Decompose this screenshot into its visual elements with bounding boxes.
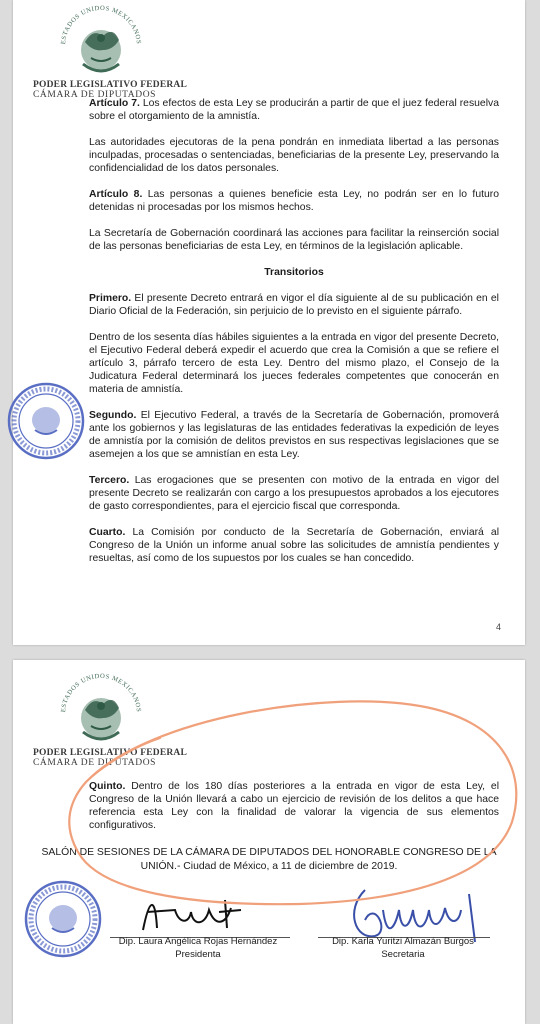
mexican-seal-icon <box>51 2 151 80</box>
page1-body <box>89 97 499 578</box>
quinto-text: Dentro de los 180 días posteriores a la entrada en vigor de esta Ley, el Congreso de la Unión llevará a cabo un ejercicio de revisión de los delitos a que hace referencia esta Ley con la finalidad de valorar la vigencia de sus elementos configurativos. <box>89 781 499 831</box>
header-camara-diputados: CÁMARA DE DIPUTADOS <box>33 90 157 100</box>
page-header <box>33 2 187 100</box>
signer-secretaria <box>313 936 493 960</box>
tercero-text: Las erogaciones que se presenten con motivo de la entrada en vigor del presente Decreto se realizarán con cargo a los presupuestos aprobados a los ejecutores de gasto correspondientes, para el ejercicio fiscal que corresponda. <box>89 475 499 512</box>
cuarto-text: La Comisión por conducto de la Secretaría de Gobernación, enviará al Congreso de la Unión un informe anual sobre las solicitudes de amnistía pendientes y resueltas, así como de los supuestos por los cuales se han concedido. <box>89 527 499 564</box>
transitorio-cuarto <box>89 526 499 565</box>
transitorio-tercero <box>89 474 499 513</box>
articulo-7-paragraph-2: Las autoridades ejecutoras de la pena pondrán en inmediata libertad a las personas inculpadas, procesadas o sentenciadas, beneficiarias de la presente Ley, preservando la confidencialidad de los datos personales. <box>89 137 499 174</box>
seal-arc-text: ESTADOS UNIDOS MEXICANOS <box>59 672 143 713</box>
primero-title: Primero. <box>89 293 132 304</box>
cuarto-title: Cuarto. <box>89 527 126 538</box>
page2-body <box>89 780 499 845</box>
signer-name: Dip. Karla Yuritzi Almazán Burgos <box>332 936 474 947</box>
articulo-8 <box>89 188 499 214</box>
header-poder-legislativo: PODER LEGISLATIVO FEDERAL <box>33 748 188 758</box>
signer-role: Presidenta <box>175 949 221 960</box>
document-page-5 <box>13 660 525 1024</box>
official-stamp-icon <box>22 878 104 965</box>
articulo-8-paragraph-2: La Secretaría de Gobernación coordinará las acciones para facilitar la reinserción social de las personas beneficiarias de esta Ley, en términos de la legislación aplicable. <box>89 228 499 252</box>
articulo-7-title: Artículo 7. <box>89 98 140 109</box>
primero-text: El presente Decreto entrará en vigor el día siguiente al de su publicación en el Diario Oficial de la Federación, sin perjuicio de lo previsto en el siguiente párrafo. <box>89 293 499 317</box>
transitorio-primero-paragraph-2: Dentro de los sesenta días hábiles siguientes a la entrada en vigor del presente Decreto, el Ejecutivo Federal deberá expedir el acuerdo que crea la Comisión a que se refiere el artículo 3, párrafo tercero de esta Ley. Dentro del mismo plazo, el Consejo de la Judicatura Federal determinará los jueces federales competentes que conocerán en materia de amnistía. <box>89 332 499 395</box>
closing-statement: SALÓN DE SESIONES DE LA CÁMARA DE DIPUTADOS DEL HONORABLE CONGRESO DE LA UNIÓN.- Ciudad de México, a 11 de diciembre de 2019. <box>41 847 497 872</box>
articulo-7 <box>89 97 499 123</box>
signer-presidenta <box>98 936 298 960</box>
transitorio-primero <box>89 292 499 318</box>
transitorios-heading: Transitorios <box>264 267 324 278</box>
header-camara-diputados: CÁMARA DE DIPUTADOS <box>33 758 157 768</box>
mexican-seal-icon <box>51 670 151 748</box>
segundo-title: Segundo. <box>89 410 137 421</box>
articulo-8-text: Las personas a quienes beneficie esta Ley, no podrán ser en lo futuro detenidas ni procesadas por los mismos hechos. <box>89 189 499 213</box>
segundo-text: El Ejecutivo Federal, a través de la Secretaría de Gobernación, promoverá ante los gobiernos y las legislaturas de las entidades federativas la expedición de leyes de amnistía por la comisión de delitos previstos en sus respectivas legislaciones que se asemejen a los que se amnistían en esta Ley. <box>89 410 499 460</box>
official-stamp-icon <box>5 380 87 467</box>
articulo-7-text: Los efectos de esta Ley se producirán a partir de que el juez federal resuelva sobre el otorgamiento de la amnistía. <box>89 98 499 122</box>
tercero-title: Tercero. <box>89 475 130 486</box>
signer-role: Secretaria <box>381 949 425 960</box>
seal-arc-text: ESTADOS UNIDOS MEXICANOS <box>59 4 143 45</box>
page-number: 4 <box>495 622 501 632</box>
quinto-title: Quinto. <box>89 781 126 792</box>
document-page-4 <box>13 0 525 645</box>
signer-name: Dip. Laura Angélica Rojas Hernández <box>118 936 278 947</box>
transitorio-segundo <box>89 409 499 461</box>
transitorio-quinto <box>89 780 499 832</box>
page-header <box>33 670 187 768</box>
header-poder-legislativo: PODER LEGISLATIVO FEDERAL <box>33 80 188 90</box>
articulo-8-title: Artículo 8. <box>89 189 143 200</box>
